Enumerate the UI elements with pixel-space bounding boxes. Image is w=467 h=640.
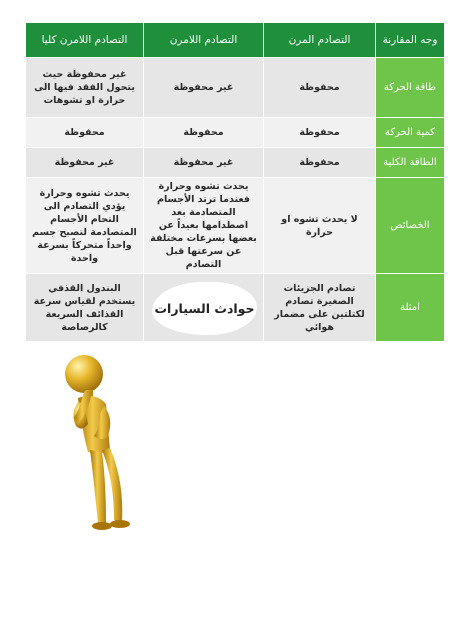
cell-inelastic: غير محفوظة <box>144 148 264 178</box>
table-row <box>26 58 445 118</box>
table-row <box>26 148 445 178</box>
cell-perfectly-inelastic: البندول القذفي يستخدم لقياس سرعة القذائف السريعة كالرصاصة <box>26 274 144 342</box>
cell-elastic: محفوظة <box>264 118 376 148</box>
cell-elastic: محفوظة <box>264 58 376 118</box>
row-label: طاقة الحركة <box>376 58 445 118</box>
cell-elastic: محفوظة <box>264 148 376 178</box>
table-row <box>26 274 445 342</box>
cell-elastic: تصادم الجزيئات الصغيرة تصادم لكتلتين على مضمار هوائي <box>264 274 376 342</box>
cell-perfectly-inelastic: محفوظة <box>26 118 144 148</box>
header-aspect: وجه المقارنة <box>376 23 445 58</box>
comparison-table <box>25 22 445 342</box>
cell-inelastic: محفوظة <box>144 118 264 148</box>
row-label: الطاقة الكلية <box>376 148 445 178</box>
cell-elastic: لا يحدث تشوه او حرارة <box>264 178 376 274</box>
cell-perfectly-inelastic: غير محفوظة حيث يتحول الفقد فيها الى حرارة او تشوهات <box>26 58 144 118</box>
cell-inelastic <box>144 274 264 342</box>
row-label: الخصائص <box>376 178 445 274</box>
header-elastic: التصادم المرن <box>264 23 376 58</box>
row-label: كمية الحركة <box>376 118 445 148</box>
table-row <box>26 118 445 148</box>
row-label: امثلة <box>376 274 445 342</box>
cell-perfectly-inelastic: غير محفوظة <box>26 148 144 178</box>
highlight-cloud: حوادث السيارات <box>152 282 257 335</box>
table-row <box>26 178 445 274</box>
thinking-figure-icon <box>48 352 148 538</box>
header-perfectly-inelastic: التصادم اللامرن كليا <box>26 23 144 58</box>
cell-inelastic: غير محفوظة <box>144 58 264 118</box>
header-inelastic: التصادم اللامرن <box>144 23 264 58</box>
cell-perfectly-inelastic: يحدث تشوه وحرارة يؤدي التصادم الى التحام الأجسام المتصادمة لتصبح جسم واحداً متحركاً بسرعة واحدة <box>26 178 144 274</box>
cell-inelastic: يحدث تشوه وحرارة فعندما ترتد الأجسام المتصادمة بعد اصطدامها بعيداً عن بعضها بسرعات مختلفة عن سرعتها قبل التصادم <box>144 178 264 274</box>
header-row <box>26 23 445 58</box>
